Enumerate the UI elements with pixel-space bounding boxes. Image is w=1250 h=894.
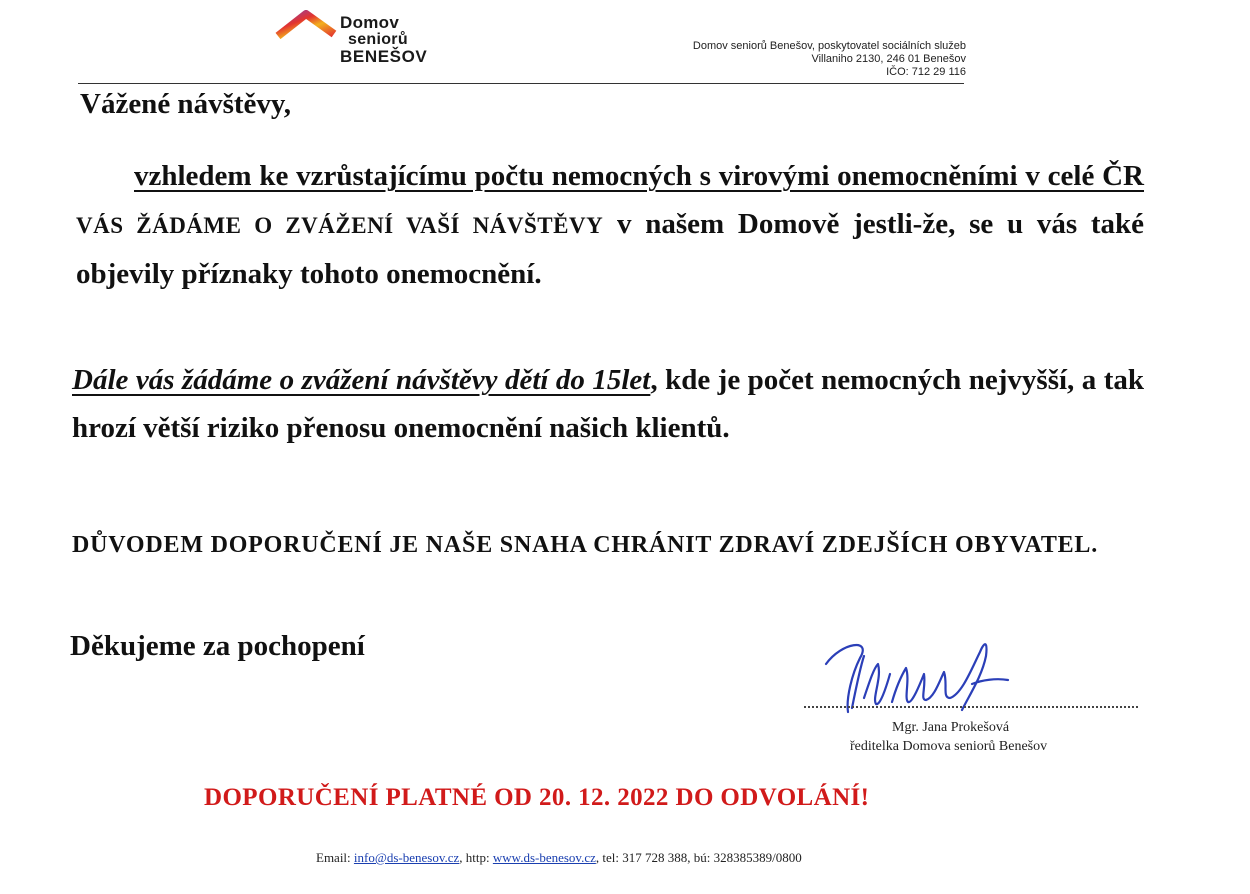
logo xyxy=(272,8,452,74)
paragraph-1-caps: VÁS ŽÁDÁME O ZVÁŽENÍ VAŠÍ NÁVŠTĚVY xyxy=(76,213,604,238)
footer-email-label: Email: xyxy=(316,850,351,865)
footer-email-link[interactable]: info@ds-benesov.cz xyxy=(353,850,460,865)
signer-block xyxy=(850,718,1100,756)
thanks: Děkujeme za pochopení xyxy=(70,630,365,662)
paragraph-2 xyxy=(72,356,1144,452)
paragraph-2-italic: Dále vás žádáme o zvážení návštěvy dětí do 15let xyxy=(72,364,651,396)
signer-name: Mgr. Jana Prokešová xyxy=(892,720,1010,735)
paragraph-3: DŮVODEM DOPORUČENÍ JE NAŠE SNAHA CHRÁNIT ZDRAVÍ ZDEJŠÍCH OBYVATEL. xyxy=(72,532,1099,558)
address-line-2: Villaniho 2130, 246 01 Benešov xyxy=(811,53,966,65)
paragraph-1-rest: v našem Domově jestli-že, se u vás také objevily příznaky tohoto onemocnění. xyxy=(76,208,1145,290)
header-address xyxy=(693,40,966,79)
footer-contact xyxy=(316,850,802,866)
signer-role: ředitelka Domova seniorů Benešov xyxy=(850,739,1048,754)
validity-notice: DOPORUČENÍ PLATNÉ OD 20. 12. 2022 DO ODVOLÁNÍ! xyxy=(204,784,870,811)
footer-rest: , tel: 317 728 388, bú: 328385389/0800 xyxy=(595,850,802,865)
logo-line-3: BENEŠOV xyxy=(340,47,428,66)
header-divider xyxy=(78,83,964,84)
address-line-3: IČO: 712 29 116 xyxy=(886,66,966,78)
house-logo-icon xyxy=(272,10,338,74)
address-line-1: Domov seniorů Benešov, poskytovatel sociálních služeb xyxy=(692,40,966,52)
logo-line-2: seniorů xyxy=(348,31,408,48)
paragraph-2-rest: , kde je počet nemocných nejvyšší, a tak hrozí větší riziko přenosu onemocnění našich klientů. xyxy=(72,364,1144,444)
logo-text xyxy=(340,14,427,65)
footer-http-label: , http: xyxy=(459,850,490,865)
footer-web-link[interactable]: www.ds-benesov.cz xyxy=(492,850,596,865)
paragraph-1 xyxy=(76,152,1144,298)
logo-line-1: Domov xyxy=(340,13,400,32)
signature-image xyxy=(812,628,1032,718)
paragraph-1-underlined: vzhledem ke vzrůstajícímu počtu nemocných s virovými onemocněními v celé ČR xyxy=(134,160,1144,192)
greeting: Vážené návštěvy, xyxy=(80,88,292,120)
signature-line xyxy=(804,706,1138,708)
